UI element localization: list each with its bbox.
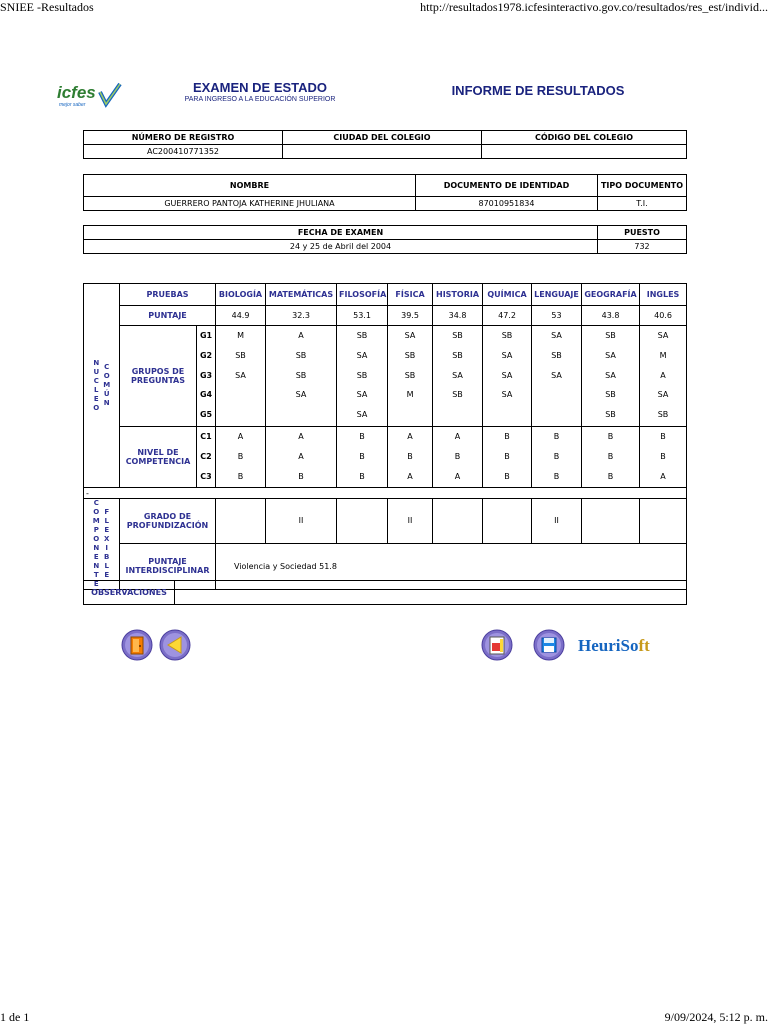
puntaje-cell: 32.3: [266, 306, 337, 326]
icfes-logo: [56, 82, 122, 108]
print-page-title: SNIEE -Resultados: [0, 0, 94, 14]
nivel-value: B: [553, 471, 560, 481]
nucleo-label: [92, 359, 100, 413]
registration-header: NÚMERO DE REGISTRO: [84, 131, 283, 145]
row-code: C1: [200, 432, 212, 441]
vertical-letter: O: [93, 535, 100, 543]
nivel-value: B: [359, 471, 365, 481]
nivel-value: B: [237, 471, 244, 481]
grupo-value: SB: [452, 350, 463, 360]
grado-value: [216, 499, 266, 544]
grupos-values-column: [388, 326, 433, 427]
comun-label: [103, 363, 111, 408]
nivel-value: B: [607, 432, 614, 441]
heurisoft-logo: HeuriSoft: [578, 636, 650, 655]
subject-matematicas: MATEMÁTICAS: [266, 284, 337, 306]
componente-flexible-label: [84, 499, 120, 590]
grupo-value: [388, 405, 432, 425]
grupo-value: M: [406, 390, 414, 400]
row-code: G5: [199, 410, 213, 420]
grupo-value: [433, 405, 482, 425]
grado-value: [483, 499, 532, 544]
vertical-letter: L: [104, 562, 109, 570]
grado-value: [433, 499, 483, 544]
nivel-values-column: [216, 427, 266, 488]
grupo-value: SB: [605, 331, 616, 340]
grupo-value: SA: [551, 370, 562, 380]
grado-value: II: [388, 499, 433, 544]
city-value: [283, 145, 482, 159]
nivel-value: B: [607, 451, 614, 461]
vertical-letter: O: [103, 372, 110, 380]
grupos-values-column: [640, 326, 687, 427]
rank-header: PUESTO: [598, 226, 687, 240]
grupo-value: SA: [356, 410, 368, 420]
nivel-values-column: [483, 427, 532, 488]
subject-geografia: GEOGRAFÍA: [582, 284, 640, 306]
grupo-value: M: [237, 331, 244, 340]
nivel-value: B: [660, 451, 666, 461]
grupos-values-column: [532, 326, 582, 427]
school-code-header: CÓDIGO DEL COLEGIO: [482, 131, 687, 145]
grupos-values-column: [337, 326, 388, 427]
grupo-value: [216, 385, 265, 405]
vertical-letter: C: [93, 376, 99, 385]
report-title: INFORME DE RESULTADOS: [451, 83, 625, 98]
vertical-letter: F: [104, 508, 110, 516]
exit-door-icon[interactable]: [121, 629, 153, 661]
vertical-letter: L: [94, 385, 99, 394]
nivel-value: A: [407, 471, 413, 481]
exam-date: 24 y 25 de Abril del 2004: [84, 240, 598, 254]
grupos-values-column: [266, 326, 337, 427]
registration-table: [83, 130, 687, 159]
identity-table: [83, 174, 687, 211]
nivel-values-column: [582, 427, 640, 488]
grupo-value: M: [659, 350, 667, 360]
puntaje-cell: 53: [532, 306, 582, 326]
grupo-value: SA: [404, 331, 416, 340]
puntaje-cell: 39.5: [388, 306, 433, 326]
subject-fisica: FÍSICA: [388, 284, 433, 306]
nivel-values-column: [388, 427, 433, 488]
grupo-value: SA: [501, 370, 513, 380]
grupo-value: SB: [501, 331, 513, 340]
vertical-letter: C: [104, 363, 110, 371]
print-report-icon[interactable]: [481, 629, 513, 661]
grupo-value: SB: [404, 350, 416, 360]
exam-subtitle: PARA INGRESO A LA EDUCACIÓN SUPERIOR: [184, 96, 336, 103]
scores-table: [83, 283, 687, 590]
vertical-letter: M: [92, 517, 100, 525]
grupo-value: SA: [605, 350, 616, 360]
grupo-value: SA: [356, 350, 368, 360]
grupo-value: SB: [356, 331, 368, 340]
exam-date-table: [83, 225, 687, 254]
grado-value: II: [532, 499, 582, 544]
vertical-letter: N: [93, 358, 100, 367]
observations-value: [175, 581, 687, 605]
exam-title: EXAMEN DE ESTADO: [192, 80, 328, 95]
nivel-value: A: [298, 432, 304, 441]
print-url: http://resultados1978.icfesinteractivo.gov.co/resultados/res_est/individ...: [420, 0, 768, 14]
nivel-value: B: [553, 451, 560, 461]
puntaje-cell: 47.2: [483, 306, 532, 326]
document-type-header: TIPO DOCUMENTO: [598, 175, 687, 197]
subject-lenguaje: LENGUAJE: [532, 284, 582, 306]
subject-biologia: BIOLOGÍA: [216, 284, 266, 306]
registration-number: AC200410771352: [84, 145, 283, 159]
grupo-value: SA: [235, 370, 246, 380]
vertical-letter: E: [104, 571, 110, 579]
svg-text:mejor saber: mejor saber: [59, 102, 86, 108]
nucleo-comun-label: [84, 284, 120, 488]
interdisc-value: Violencia y Sociedad 51.8: [216, 543, 687, 589]
grupo-value: SB: [605, 390, 616, 400]
subject-historia: HISTORIA: [433, 284, 483, 306]
grado-value: [640, 499, 687, 544]
name-header: NOMBRE: [84, 175, 416, 197]
exam-date-header: FECHA DE EXAMEN: [84, 226, 598, 240]
nivel-value: B: [407, 451, 413, 461]
print-timestamp: 9/09/2024, 5:12 p. m.: [664, 1010, 768, 1024]
grupo-value: SA: [501, 350, 513, 360]
nivel-value: B: [237, 451, 244, 461]
flexible-label: [103, 508, 111, 580]
grupos-codes: [197, 326, 216, 427]
nivel-values-column: [433, 427, 483, 488]
pruebas-label: PRUEBAS: [120, 284, 216, 306]
puntaje-cell: 43.8: [582, 306, 640, 326]
subject-quimica: QUÍMICA: [483, 284, 532, 306]
nivel-value: A: [454, 432, 461, 441]
grupos-values-column: [216, 326, 266, 427]
puntaje-cell: 53.1: [337, 306, 388, 326]
row-code: G2: [199, 350, 213, 360]
nivel-values-column: [266, 427, 337, 488]
nivel-value: B: [454, 451, 461, 461]
nivel-value: B: [553, 432, 560, 441]
document-number: 87010951834: [416, 197, 598, 211]
grupo-value: [483, 405, 531, 425]
nivel-value: A: [407, 432, 413, 441]
grupo-value: SA: [657, 390, 669, 400]
subject-ingles: INGLES: [640, 284, 687, 306]
nivel-value: B: [359, 451, 365, 461]
grupo-value: SB: [605, 410, 616, 420]
grupo-value: [266, 405, 336, 425]
section-divider: -: [84, 488, 687, 499]
student-name: GUERRERO PANTOJA KATHERINE JHULIANA: [84, 197, 416, 211]
vertical-letter: N: [93, 562, 100, 570]
nivel-value: B: [359, 432, 365, 441]
observations-table: [83, 580, 687, 605]
grupo-value: SB: [235, 350, 246, 360]
vertical-letter: N: [103, 399, 110, 407]
puntaje-cell: 44.9: [216, 306, 266, 326]
grado-value: [337, 499, 388, 544]
vertical-letter: O: [93, 403, 100, 412]
back-arrow-icon[interactable]: [159, 629, 191, 661]
grupo-value: [216, 405, 265, 425]
grupo-value: SB: [657, 410, 669, 420]
interdisc-label: PUNTAJE INTERDISCIPLINAR: [120, 543, 216, 589]
vertical-letter: X: [104, 535, 110, 543]
vertical-letter: U: [93, 367, 100, 376]
row-code: G1: [199, 331, 213, 340]
vertical-letter: M: [103, 381, 111, 389]
print-page-count: 1 de 1: [0, 1010, 30, 1024]
grupo-value: SA: [295, 390, 307, 400]
vertical-letter: Ú: [103, 390, 110, 398]
grupos-values-column: [433, 326, 483, 427]
grupo-value: SB: [551, 350, 562, 360]
nivel-value: A: [237, 432, 244, 441]
nivel-values-column: [640, 427, 687, 488]
nivel-value: B: [504, 432, 510, 441]
puntaje-cell: 40.6: [640, 306, 687, 326]
nivel-value: B: [298, 471, 304, 481]
grupo-value: SA: [551, 331, 562, 340]
row-code: C2: [200, 451, 212, 461]
svg-text:icfes: icfes: [57, 83, 96, 102]
observations-label: OBSERVACIONES: [84, 581, 175, 605]
row-code: C3: [200, 471, 212, 481]
nivel-values-column: [532, 427, 582, 488]
grupo-value: SB: [295, 350, 307, 360]
nivel-label: NIVEL DE COMPETENCIA: [120, 427, 197, 488]
grupo-value: SA: [501, 390, 513, 400]
vertical-letter: E: [93, 394, 99, 403]
save-disk-icon[interactable]: [533, 629, 565, 661]
row-code: G4: [199, 390, 213, 400]
nivel-value: B: [504, 451, 510, 461]
grupo-value: SB: [356, 370, 368, 380]
grupo-value: SA: [356, 390, 368, 400]
vertical-letter: B: [104, 553, 110, 561]
school-code-value: [482, 145, 687, 159]
vertical-letter: N: [93, 544, 100, 552]
grupos-label: GRUPOS DE PREGUNTAS: [120, 326, 197, 427]
vertical-letter: P: [93, 526, 99, 534]
nivel-value: B: [504, 471, 510, 481]
nivel-value: B: [660, 432, 666, 441]
vertical-letter: E: [93, 580, 99, 588]
grupo-value: SB: [452, 331, 463, 340]
grado-label: GRADO DE PROFUNDIZACIÓN: [120, 499, 216, 544]
grupo-value: SB: [404, 370, 416, 380]
grupo-value: [532, 385, 581, 405]
nivel-values-column: [337, 427, 388, 488]
grupos-values-column: [483, 326, 532, 427]
nivel-value: A: [454, 471, 461, 481]
grupo-value: SA: [605, 370, 616, 380]
grado-value: [582, 499, 640, 544]
row-code: G3: [199, 370, 213, 380]
vertical-letter: T: [93, 571, 99, 579]
nivel-codes: [197, 427, 216, 488]
vertical-letter: C: [93, 499, 99, 507]
rank-value: 732: [598, 240, 687, 254]
nivel-value: A: [298, 451, 304, 461]
subject-filosofia: FILOSOFÍA: [337, 284, 388, 306]
vertical-letter: E: [93, 553, 99, 561]
puntaje-label: PUNTAJE: [120, 306, 216, 326]
grupos-values-column: [582, 326, 640, 427]
grupo-value: SB: [295, 370, 307, 380]
grupo-value: SA: [657, 331, 669, 340]
document-type: T.I.: [598, 197, 687, 211]
grupo-value: SA: [452, 370, 463, 380]
puntaje-cell: 34.8: [433, 306, 483, 326]
grupo-value: A: [660, 370, 666, 380]
vertical-letter: O: [93, 508, 100, 516]
grupo-value: A: [298, 331, 304, 340]
document-header: DOCUMENTO DE IDENTIDAD: [416, 175, 598, 197]
city-header: CIUDAD DEL COLEGIO: [283, 131, 482, 145]
grupo-value: SB: [452, 390, 463, 400]
vertical-letter: E: [104, 526, 110, 534]
grado-value: II: [266, 499, 337, 544]
vertical-letter: I: [105, 544, 109, 552]
grupo-value: [532, 405, 581, 425]
componente-label: [92, 499, 100, 589]
nivel-value: B: [607, 471, 614, 481]
vertical-letter: L: [104, 517, 109, 525]
nivel-value: A: [660, 471, 666, 481]
